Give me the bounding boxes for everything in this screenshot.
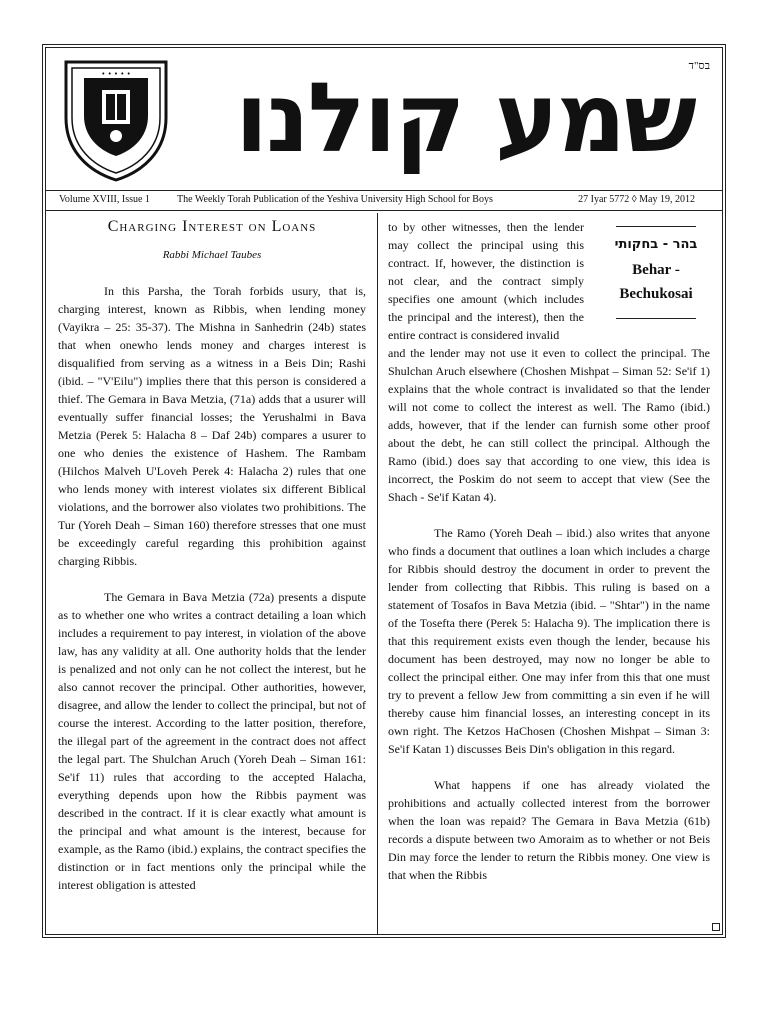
article-title: Charging Interest on Loans xyxy=(107,218,317,235)
divider xyxy=(616,318,696,319)
article-author: Rabbi Michael Taubes xyxy=(162,249,262,261)
publication-name: The Weekly Torah Publication of the Yeshiva University High School for Boys xyxy=(177,194,493,205)
parsha-hebrew: בהר - בחקותי xyxy=(614,237,698,252)
paragraph: The Gemara in Bava Metzia (72a) presents a dispute as to whether one who writes a contract detailing a loan which includes a requirement to pay interest, in violation of the above law, has any validity at all. One authority holds that the lender is penalized and not only can he not collect the interest, but he also cannot recover the principal. Other authorities, however, disagree, and allow the lender to collect the principal, but not of course the interest. According to the latter position, therefore, the illegal part of the agreement in the contract does not affect the legal part. The Shulchan Aruch (Yoreh Deah – Siman 161: Se'if 11) rules that according to the accepted Halacha, everything depends upon how the Ribbis payment was described in the contract. If it is clear exactly what amount is the principal and what amount is the interest, because for example, as the Ramo (ibid.) explains, the contract specifies the distinction or in fact mentions only the principal while the interest obligation is attested xyxy=(58,590,366,892)
article-column-1 xyxy=(58,218,366,894)
yeshiva-university-seal-icon xyxy=(58,56,174,184)
paragraph: In this Parsha, the Torah forbids usury, that is, charging interest, known as Ribbis, when lending money (Vayikra – 25: 35-37). The Mishna in Sanhedrin (24b) states that when onewho lends money and charges interest is disqualified from serving as a witness in a Beis Din; Rashi (ibid. – "V'Eilu") implies there that this person is considered a thief. The Gemara in Bava Metzia, (71a) adds that a usurer will eventually suffer financial losses; the Yerushalmi in Bava Metzia (Perek 5: Halacha 8 – Daf 24b) compares a usurer to one who denies the existence of Hashem. The Rambam (Hilchos Malveh U'Loveh Perek 4: Halacha 2) rules that one who lends money with interest violates six different Biblical violations, and the borrower also violates two prohibitions. The Tur (Yoreh Deah – Siman 160) therefore stresses that one must be exceedingly careful regarding this prohibition against charging Ribbis. xyxy=(58,284,366,568)
parsha-english: Behar - Bechukosai xyxy=(619,262,693,302)
volume-label: Volume XVIII, Issue 1 xyxy=(59,194,150,205)
paragraph-continued: to by other witnesses, then the lender may collect the principal using this contract. If, however, the distinction is not clear, and the contract simply specifies one amount (which includes the principal and the interest), then the entire contract is considered invalid xyxy=(388,220,584,342)
issue-info-bar xyxy=(45,190,723,211)
divider xyxy=(616,226,696,227)
parsha-sidebar xyxy=(600,218,712,319)
issue-code: בס"ד xyxy=(688,60,710,72)
paragraph: The Ramo (Yoreh Deah – ibid.) also writes that anyone who finds a document that outlines a loan which includes a charge for Ribbis should destroy the document in order to prevent the lender from collecting that Ribbis. This ruling is based on a statement of Tosafos in Bava Metzia (ibid. – "Shtar") in the name of the Tosefta there (Perek 5: Halacha 9). The implication there is that this requirement exists even though the lender, because his document has been destroyed, may now no longer be able to collect the principal either. One may infer from this that one must try to prevent a fellow Jew from committing a sin even if he will thereby cause him financial losses, an interesting concept in its own right. The Ketzos HaChosen (Choshen Mishpat – Siman 3: Se'if Katan 1) discusses Beis Din's obligation in this regard. xyxy=(388,526,710,756)
continue-marker-icon xyxy=(712,923,720,931)
issue-date: 27 Iyar 5772 ◊ May 19, 2012 xyxy=(578,194,695,205)
masthead-title: שמע קולנו xyxy=(235,62,695,174)
paragraph: What happens if one has already violated the prohibitions and actually collected interest from the borrower when the loan was repaid? The Gemara in Bava Metzia (61b) records a dispute between two Amoraim as to whether or not Beis Din may force the lender to return the Ribbis money. One view is that when the Ribbis xyxy=(388,778,710,882)
paragraph: and the lender may not use it even to collect the principal. The Shulchan Aruch elsewhere (Choshen Mishpat – Siman 52: Se'if 1) explains that the whole contract is invalidated so that the lender will not come to collect the interest as well. The Ramo (ibid.) adds, however, that if the lender can furnish some other proof about the debt, he can still collect the principal. Although the Ramo (ibid.) does say that according to one view, this idea is incorrect, the Poskim do not seem to accept that view (See the Shach - Se'if Katan 4). xyxy=(388,346,710,504)
column-divider xyxy=(377,213,378,935)
svg-text:• • • • •: • • • • • xyxy=(101,70,131,78)
